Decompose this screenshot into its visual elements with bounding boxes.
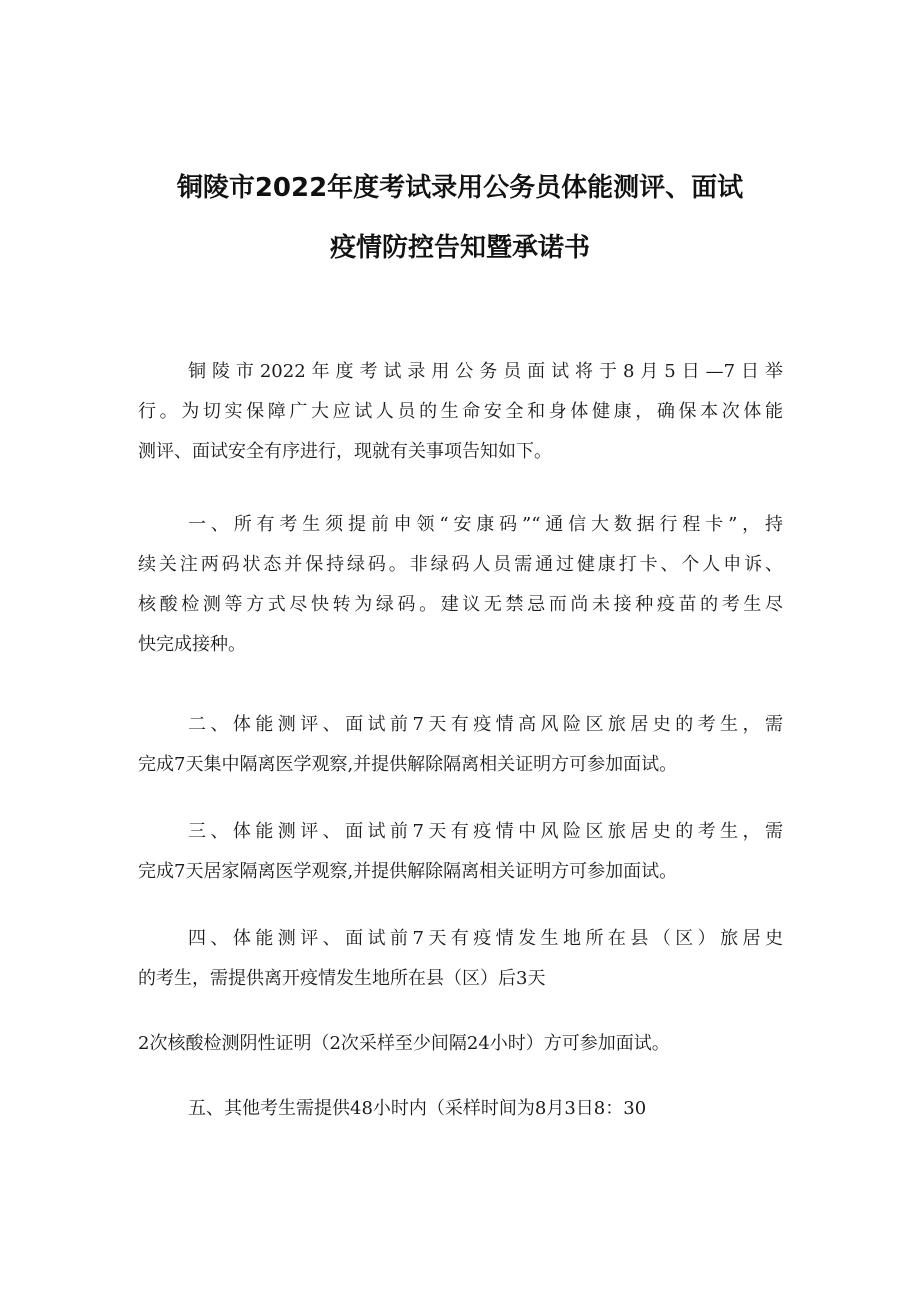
paragraph-line: 一、所有考生须提前申领“安康码”“通信大数据行程卡”，持 (188, 514, 783, 535)
paragraph-line: 五、其他考生需提供48小时内（采样时间为8月3日8：30 (188, 1098, 647, 1119)
paragraph-line: 三、体能测评、面试前7天有疫情中风险区旅居史的考生，需 (188, 821, 783, 842)
document-title-line-2: 疫情防控告知暨承诺书 (329, 233, 590, 263)
paragraph-line: 行。为切实保障广大应试人员的生命安全和身体健康，确保本次体能 (138, 401, 783, 422)
paragraph-line: 2次核酸检测阴性证明（2次采样至少间隔24小时）方可参加面试。 (138, 1033, 670, 1054)
paragraph-line: 测评、面试安全有序进行，现就有关事项告知如下。 (138, 441, 552, 462)
paragraph-line: 快完成接种。 (138, 634, 246, 655)
paragraph-line: 铜陵市2022年度考试录用公务员面试将于8月5日—7日举 (188, 361, 783, 382)
paragraph-item-4-continued (138, 1024, 783, 1064)
paragraph-item-2 (138, 705, 783, 785)
paragraph-line: 二、体能测评、面试前7天有疫情高风险区旅居史的考生，需 (188, 714, 783, 735)
paragraph-line: 完成7天集中隔离医学观察,并提供解除隔离相关证明方可参加面试。 (138, 754, 678, 775)
paragraph-item-1 (138, 505, 783, 665)
paragraph-line: 续关注两码状态并保持绿码。非绿码人员需通过健康打卡、个人申诉、 (138, 554, 783, 575)
paragraph-line: 四、体能测评、面试前7天有疫情发生地所在县（区）旅居史 (188, 928, 783, 949)
paragraph-item-5 (138, 1089, 783, 1129)
paragraph-line: 核酸检测等方式尽快转为绿码。建议无禁忌而尚未接种疫苗的考生尽 (138, 594, 783, 615)
paragraph-intro (138, 352, 783, 472)
paragraph-line: 的考生，需提供离开疫情发生地所在县（区）后3天 (138, 968, 546, 989)
paragraph-line: 完成7天居家隔离医学观察,并提供解除隔离相关证明方可参加面试。 (138, 861, 678, 882)
document-title-line-1: 铜陵市2022年度考试录用公务员体能测评、面试 (176, 173, 744, 203)
paragraph-item-4 (138, 919, 783, 999)
paragraph-item-3 (138, 812, 783, 892)
